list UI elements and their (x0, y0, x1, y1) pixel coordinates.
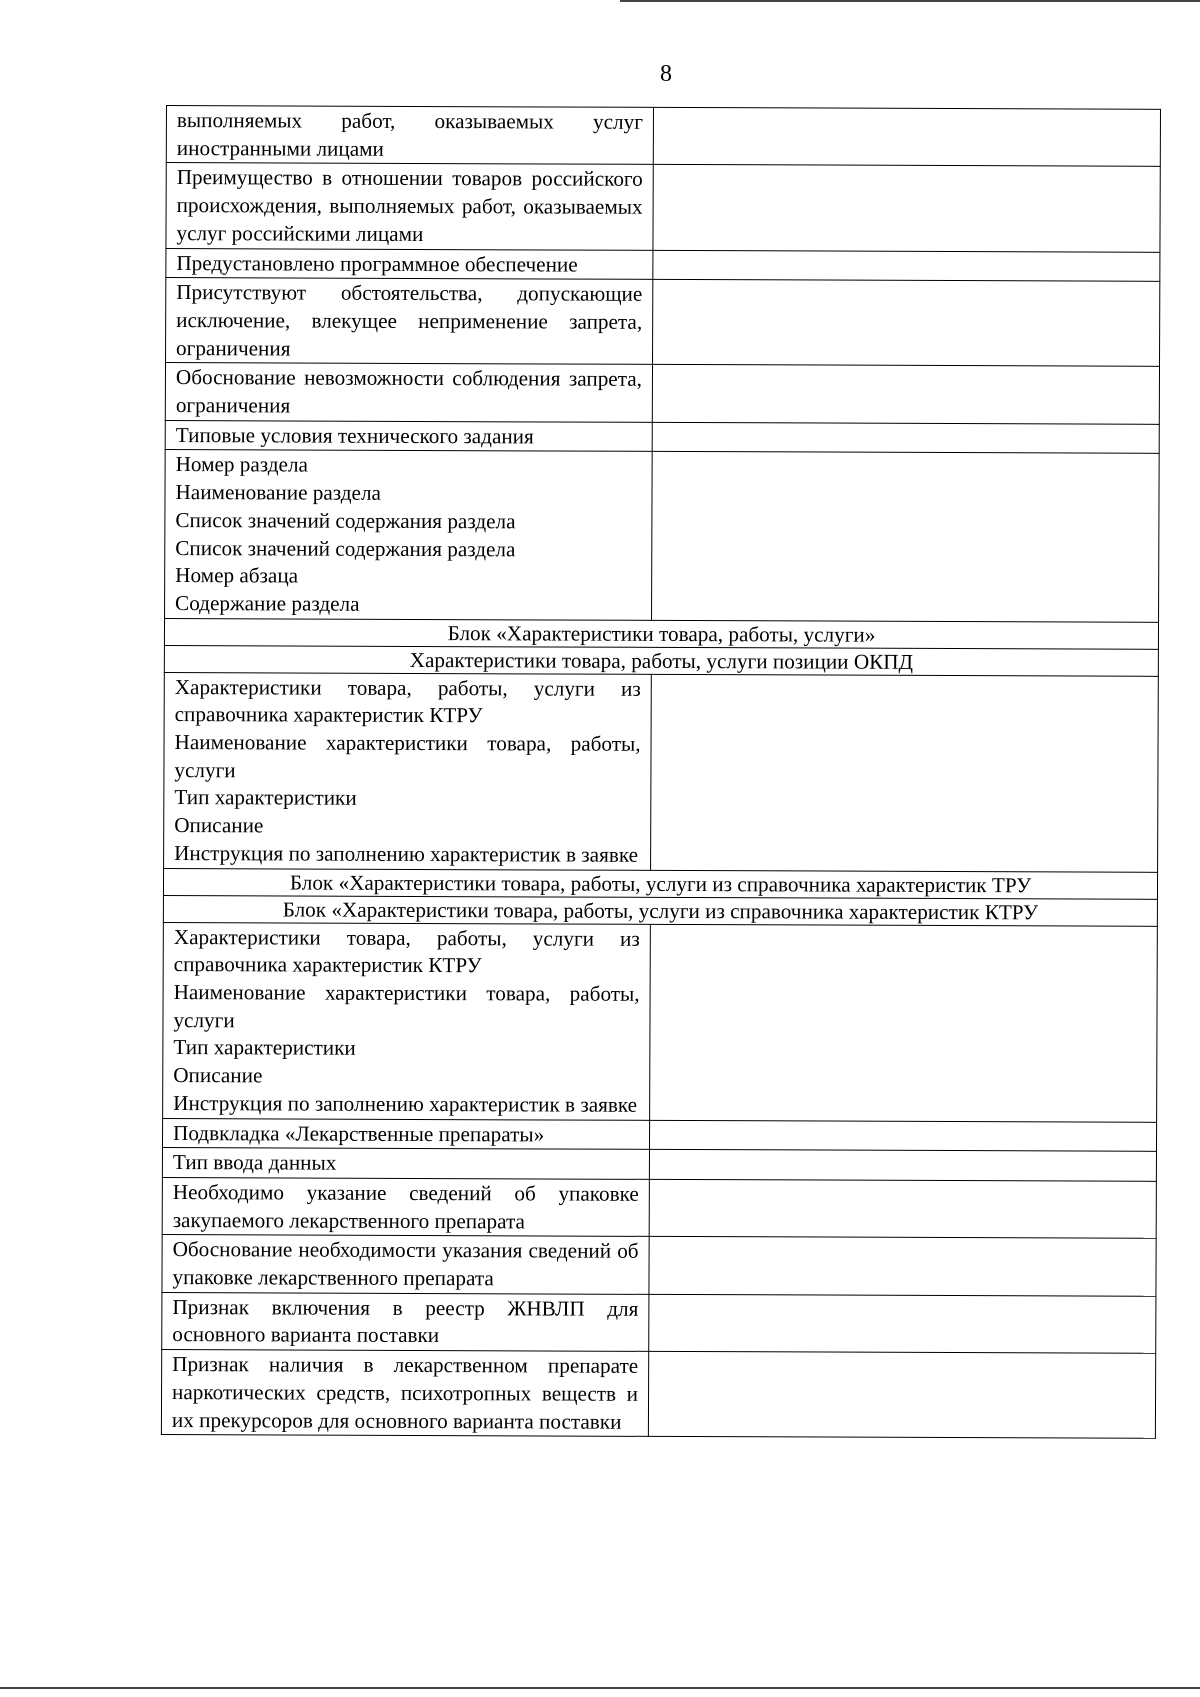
field-label: Содержание раздела (175, 590, 360, 616)
table-row (166, 248, 1160, 282)
table-row (162, 1177, 1156, 1238)
field-value-cell (650, 924, 1158, 1122)
field-label: Список значений содержания раздела (175, 507, 516, 534)
field-label-cell (164, 672, 652, 870)
field-value-cell (649, 1179, 1156, 1238)
field-value-cell (649, 1294, 1156, 1353)
section-heading: Блок «Характеристики товара, работы, услуги из справочника характеристик КТРУ (163, 895, 1157, 926)
field-label: Инструкция по заполнению характеристик в заявке (173, 1090, 638, 1117)
field-label: Характеристики товара, работы, услуги из справочника характеристик КТРУ (174, 674, 641, 728)
field-value-cell (649, 1237, 1156, 1296)
field-label-cell (162, 1118, 649, 1150)
field-label: Преимущество в отношении товаров российского происхождения, выполняемых работ, оказываемых услуг российскими лицами (176, 165, 643, 246)
field-label-cell (165, 420, 652, 452)
field-label-cell (163, 922, 651, 1120)
field-value-cell (653, 250, 1160, 282)
table-section-heading-row (163, 895, 1157, 926)
table-row (162, 1148, 1156, 1182)
field-label: Присутствуют обстоятельства, допускающие исключение, влекущее неприменение запрета, ограничения (176, 280, 643, 361)
table-row (162, 1235, 1156, 1296)
scan-edge-bottom (0, 1687, 1200, 1689)
field-label-cell (165, 450, 653, 620)
field-label: Тип характеристики (174, 785, 357, 811)
field-value-cell (648, 1351, 1155, 1438)
field-label: Предустановлено программное обеспечение (176, 250, 578, 277)
field-label-cell (166, 248, 653, 280)
section-heading: Характеристики товара, работы, услуги позиции ОКПД (164, 645, 1158, 676)
page-number: 8 (660, 61, 672, 87)
field-value-cell (653, 107, 1160, 166)
field-value-cell (649, 1120, 1156, 1152)
field-label: Описание (174, 813, 264, 838)
table-row (162, 1118, 1156, 1152)
field-value-cell (653, 280, 1160, 367)
field-label: Типовые условия технического задания (175, 422, 534, 449)
table-section-heading-row (164, 618, 1158, 649)
table-row (165, 363, 1159, 424)
field-label: Подвкладка «Лекарственные препараты» (173, 1120, 545, 1146)
table-row (161, 1350, 1155, 1439)
field-value-cell (652, 452, 1160, 622)
field-label: Необходимо указание сведений об упаковке закупаемого лекарственного препарата (172, 1179, 639, 1233)
field-value-cell (653, 165, 1160, 252)
field-label: Список значений содержания раздела (175, 535, 516, 561)
field-label-cell (165, 363, 652, 422)
field-label: Описание (173, 1063, 263, 1088)
table-row (166, 106, 1160, 167)
field-label-cell (162, 1292, 649, 1351)
table-row (165, 450, 1160, 622)
field-label: Наименование раздела (175, 480, 382, 505)
field-label: Тип характеристики (173, 1035, 356, 1061)
field-label-cell (166, 106, 653, 165)
field-value-cell (652, 422, 1159, 454)
field-label-cell (162, 1148, 649, 1180)
field-label: Наименование характеристики товара, работы, услуги (173, 980, 640, 1032)
field-label-cell (166, 278, 653, 365)
table-row (163, 922, 1158, 1122)
field-label: Номер абзаца (175, 563, 299, 588)
field-value-cell (649, 1150, 1156, 1182)
field-label: Признак включения в реестр ЖНВЛП для основного варианта поставки (172, 1294, 639, 1348)
table-row (166, 278, 1160, 367)
field-label: Тип ввода данных (172, 1150, 337, 1175)
field-label: Характеристики товара, работы, услуги из справочника характеристик КТРУ (173, 924, 640, 978)
field-label: выполняемых работ, оказываемых услуг иностранными лицами (176, 108, 643, 161)
scan-edge-top (620, 0, 1200, 2)
table-row (165, 420, 1159, 454)
field-label-cell (162, 1235, 649, 1294)
field-label: Обоснование необходимости указания сведений об упаковке лекарственного препарата (172, 1237, 639, 1291)
document-table (161, 105, 1161, 1439)
field-label: Инструкция по заполнению характеристик в заявке (174, 840, 639, 867)
table-row (162, 1292, 1156, 1353)
table-row (164, 672, 1159, 872)
table-section-heading-row (164, 645, 1158, 676)
field-label-cell (162, 1177, 649, 1236)
section-heading: Блок «Характеристики товара, работы, услуги из справочника характеристик ТРУ (163, 868, 1157, 899)
table-row (166, 163, 1160, 252)
field-label: Номер раздела (175, 452, 309, 477)
field-label-cell (166, 163, 653, 250)
field-value-cell (652, 365, 1159, 424)
field-label: Наименование характеристики товара, работы, услуги (174, 730, 641, 783)
section-heading: Блок «Характеристики товара, работы, услуги» (164, 618, 1158, 649)
field-label: Обоснование невозможности соблюдения запрета, ограничения (175, 365, 642, 418)
table-section-heading-row (163, 868, 1157, 899)
field-value-cell (651, 674, 1159, 872)
field-label-cell (161, 1350, 648, 1437)
field-label: Признак наличия в лекарственном препарате наркотических средств, психотропных веществ и их прекурсоров для основного варианта поставки (171, 1352, 639, 1434)
